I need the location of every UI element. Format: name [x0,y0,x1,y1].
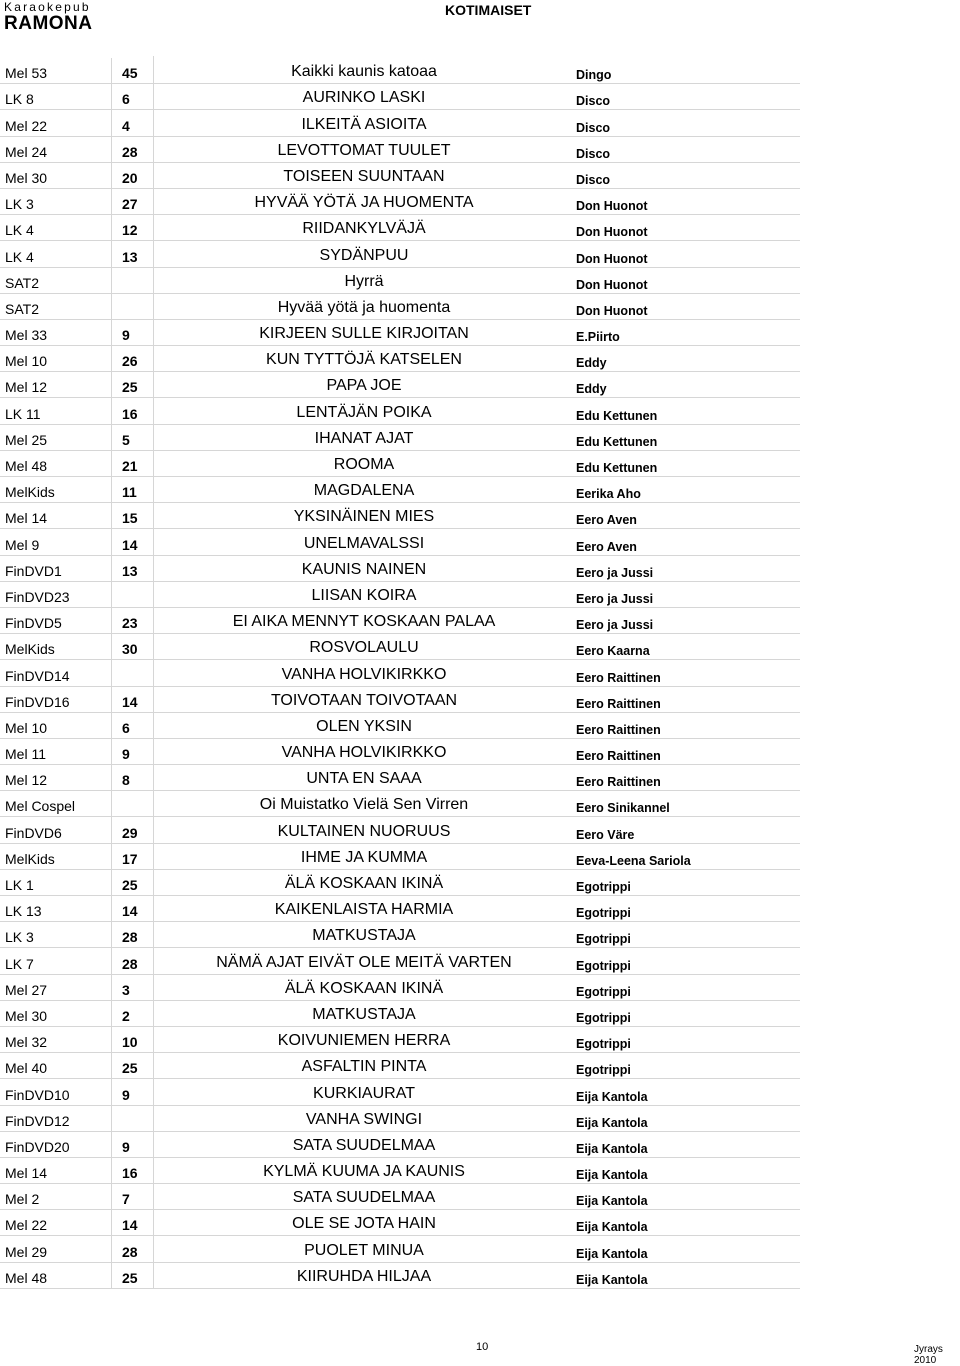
track-number: 28 [112,920,154,947]
track-number: 5 [112,423,154,450]
disc-code: Mel 10 [0,346,112,371]
table-row [0,1079,800,1105]
artist-name: Egotrippi [576,958,631,973]
table-row [0,84,800,110]
artist-name: Don Huonot [576,199,648,214]
track-number: 13 [112,239,154,266]
track-number: 14 [112,1208,154,1235]
disc-code: Mel 29 [0,1236,112,1261]
artist-name: Don Huonot [576,303,648,318]
disc-code: FinDVD5 [0,608,112,633]
disc-code: FinDVD23 [0,582,112,607]
song-title: ÄLÄ KOSKAAN IKINÄ [284,979,444,997]
table-row [0,372,800,398]
song-title: KIIRUHDA HILJAA [296,1267,432,1285]
disc-code: SAT2 [0,268,112,293]
artist-name: Eija Kantola [576,1194,648,1209]
artist-name: Eija Kantola [576,1141,648,1156]
disc-code: Mel 9 [0,529,112,554]
track-number: 25 [112,370,154,397]
table-row [0,1263,800,1289]
track-number [112,292,154,319]
disc-code: Mel 2 [0,1184,112,1209]
track-number: 6 [112,711,154,738]
footer-credit: Jyrays 2010 [914,1344,943,1366]
song-title: OLE SE JOTA HAIN [292,1215,436,1233]
track-number: 7 [112,1182,154,1209]
disc-code: Mel 30 [0,163,112,188]
table-row [0,948,800,974]
artist-name: Eija Kantola [576,1089,648,1104]
disc-code: Mel 53 [0,58,112,83]
song-title: ROOMA [333,456,395,473]
table-row [0,1027,800,1053]
disc-code: LK 4 [0,215,112,240]
table-row [0,398,800,424]
artist-name: Dingo [576,68,612,83]
disc-code: LK 4 [0,241,112,266]
song-title: VANHA SWINGI [305,1110,423,1128]
song-title: Kaikki kaunis katoaa [291,63,437,81]
artist-name: Edu Kettunen [576,408,658,423]
disc-code: Mel 40 [0,1053,112,1078]
song-title: RIIDANKYLVÄJÄ [302,220,426,238]
artist-name: Eerika Aho [576,487,641,502]
song-title: SATA SUUDELMAA [292,1189,436,1207]
table-row [0,320,800,346]
table-row [0,58,800,84]
disc-code: MelKids [0,634,112,659]
disc-code: FinDVD12 [0,1106,112,1131]
song-title: Hyrrä [344,272,384,290]
disc-code: SAT2 [0,294,112,319]
song-title: AURINKO LASKI [302,89,426,107]
artist-name: Eero Sinikannel [576,801,670,816]
song-title: MATKUSTAJA [312,1005,416,1023]
song-title: KAUNIS NAINEN [301,560,427,578]
song-title: TOIVOTAAN TOIVOTAAN [270,691,458,709]
artist-name: Eero Väre [576,827,635,842]
track-number: 6 [112,82,154,109]
artist-name: E.Piirto [576,330,620,345]
artist-name: Eero Raittinen [576,749,661,764]
table-row [0,1001,800,1027]
table-row [0,739,800,765]
song-title: VANHA HOLVIKIRKKO [281,744,447,762]
artist-name: Eddy [576,382,607,397]
table-row [0,1053,800,1079]
artist-name: Don Huonot [576,277,648,292]
track-number: 23 [112,606,154,633]
table-row [0,791,800,817]
track-number: 8 [112,763,154,790]
artist-name: Eddy [576,356,607,371]
artist-name: Eija Kantola [576,1272,648,1287]
table-row [0,451,800,477]
track-number: 25 [112,868,154,895]
song-title: ASFALTIN PINTA [301,1058,427,1076]
song-title: ROSVOLAULU [309,639,419,657]
table-row [0,1132,800,1158]
table-row [0,268,800,294]
artist-name: Eeva-Leena Sariola [576,853,691,868]
song-title: MATKUSTAJA [312,927,416,945]
song-title: OLEN YKSIN [316,717,412,735]
page-header [0,0,960,50]
song-title: SATA SUUDELMAA [292,1136,436,1154]
artist-name: Egotrippi [576,906,631,921]
disc-code: LK 3 [0,922,112,947]
track-number: 21 [112,449,154,476]
table-row [0,687,800,713]
track-number [112,658,154,685]
song-title: ILKEITÄ ASIOITA [301,115,427,133]
table-row [0,634,800,660]
song-title: NÄMÄ AJAT EIVÄT OLE MEITÄ VARTEN [216,953,512,971]
disc-code: Mel 12 [0,765,112,790]
table-row [0,765,800,791]
song-title: MAGDALENA [313,482,415,500]
table-row [0,1106,800,1132]
disc-code: LK 11 [0,398,112,423]
table-row [0,1184,800,1210]
artist-name: Disco [576,120,611,135]
disc-code: Mel 11 [0,739,112,764]
table-row [0,608,800,634]
track-number: 25 [112,1261,154,1288]
disc-code: LK 1 [0,870,112,895]
disc-code: LK 7 [0,948,112,973]
artist-name: Egotrippi [576,1037,631,1052]
disc-code: Mel Cospel [0,791,112,816]
artist-name: Eero Raittinen [576,775,661,790]
track-number: 4 [112,108,154,135]
artist-name: Egotrippi [576,932,631,947]
artist-name: Eero Aven [576,539,637,554]
song-title: Oi Muistatko Vielä Sen Virren [259,796,469,814]
track-number [112,266,154,293]
song-title: PAPA JOE [326,377,402,395]
table-row [0,425,800,451]
table-row [0,215,800,241]
table-row [0,110,800,136]
disc-code: MelKids [0,844,112,869]
track-number: 14 [112,685,154,712]
track-number: 9 [112,737,154,764]
track-number [112,789,154,816]
disc-code: Mel 12 [0,372,112,397]
disc-code: Mel 24 [0,137,112,162]
table-row [0,503,800,529]
song-title: KIRJEEN SULLE KIRJOITAN [259,325,469,343]
song-title: KUN TYTTÖJÄ KATSELEN [266,351,462,369]
table-row [0,556,800,582]
disc-code: FinDVD1 [0,556,112,581]
disc-code: LK 8 [0,84,112,109]
artist-name: Eero Raittinen [576,670,661,685]
disc-code: FinDVD6 [0,817,112,842]
track-number: 30 [112,632,154,659]
artist-name: Disco [576,146,611,161]
disc-code: Mel 14 [0,503,112,528]
track-number: 16 [112,396,154,423]
disc-code: Mel 10 [0,713,112,738]
brand-logo-text: RAMONA [4,13,93,34]
track-number: 20 [112,161,154,188]
artist-name: Eero Raittinen [576,722,661,737]
track-number [112,1104,154,1131]
artist-name: Disco [576,94,611,109]
song-table [0,58,800,1289]
song-title: EI AIKA MENNYT KOSKAAN PALAA [232,613,496,631]
song-title: SYDÄNPUU [319,246,409,264]
track-number: 15 [112,501,154,528]
song-title: KULTAINEN NUORUUS [277,822,451,840]
table-row [0,346,800,372]
artist-name: Don Huonot [576,225,648,240]
disc-code: LK 13 [0,896,112,921]
table-row [0,844,800,870]
disc-code: Mel 22 [0,110,112,135]
track-number: 9 [112,1077,154,1104]
song-title: KAIKENLAISTA HARMIA [274,901,454,919]
table-row [0,294,800,320]
table-row [0,137,800,163]
table-row [0,529,800,555]
song-title: UNTA EN SAAA [306,770,422,788]
artist-name: Eija Kantola [576,1168,648,1183]
track-number: 13 [112,554,154,581]
brand-tagline: Karaokepub [4,0,91,14]
track-number: 10 [112,1025,154,1052]
song-title: Hyvää yötä ja huomenta [277,298,451,316]
table-row [0,896,800,922]
song-title: IHME JA KUMMA [300,848,428,866]
track-number: 9 [112,318,154,345]
track-number: 11 [112,475,154,502]
track-number: 45 [112,56,154,83]
song-title: UNELMAVALSSI [303,534,425,552]
track-number: 25 [112,1051,154,1078]
artist-name: Eija Kantola [576,1246,648,1261]
song-title: IHANAT AJAT [314,429,414,447]
table-row [0,1158,800,1184]
track-number: 26 [112,344,154,371]
page-number: 10 [476,1341,489,1353]
artist-name: Don Huonot [576,251,648,266]
track-number [112,580,154,607]
artist-name: Egotrippi [576,1010,631,1025]
disc-code: FinDVD16 [0,687,112,712]
table-row [0,922,800,948]
disc-code: Mel 32 [0,1027,112,1052]
artist-name: Eero ja Jussi [576,618,654,633]
track-number: 16 [112,1156,154,1183]
disc-code: FinDVD10 [0,1079,112,1104]
song-title: LENTÄJÄN POIKA [296,403,432,421]
artist-name: Egotrippi [576,1063,631,1078]
table-row [0,817,800,843]
song-title: PUOLET MINUA [304,1241,424,1259]
track-number: 17 [112,842,154,869]
disc-code: MelKids [0,477,112,502]
table-row [0,241,800,267]
song-title: KYLMÄ KUUMA JA KAUNIS [263,1163,465,1181]
track-number: 14 [112,894,154,921]
artist-name: Eero Raittinen [576,696,661,711]
artist-name: Edu Kettunen [576,434,658,449]
table-row [0,189,800,215]
disc-code: LK 3 [0,189,112,214]
song-title: ÄLÄ KOSKAAN IKINÄ [284,875,444,892]
artist-name: Eija Kantola [576,1115,648,1130]
disc-code: FinDVD20 [0,1132,112,1157]
artist-name: Eero ja Jussi [576,565,654,580]
table-row [0,1210,800,1236]
table-row [0,163,800,189]
track-number: 28 [112,946,154,973]
table-row [0,713,800,739]
track-number: 9 [112,1130,154,1157]
table-row [0,660,800,686]
disc-code: FinDVD14 [0,660,112,685]
table-row [0,975,800,1001]
disc-code: Mel 14 [0,1158,112,1183]
track-number: 12 [112,213,154,240]
disc-code: Mel 48 [0,1263,112,1288]
artist-name: Egotrippi [576,880,631,894]
track-number: 2 [112,999,154,1026]
track-number: 29 [112,815,154,842]
table-row [0,477,800,503]
track-number: 14 [112,527,154,554]
table-row [0,1236,800,1262]
table-row [0,870,800,896]
song-title: LEVOTTOMAT TUULET [277,141,451,159]
artist-name: Eero ja Jussi [576,591,654,606]
song-title: HYVÄÄ YÖTÄ JA HUOMENTA [254,194,474,212]
song-title: VANHA HOLVIKIRKKO [281,665,447,683]
artist-name: Edu Kettunen [576,461,658,475]
disc-code: Mel 48 [0,451,112,476]
disc-code: Mel 25 [0,425,112,450]
track-number: 3 [112,973,154,1000]
disc-code: Mel 27 [0,975,112,1000]
disc-code: Mel 33 [0,320,112,345]
song-title: KURKIAURAT [313,1084,415,1102]
artist-name: Eero Aven [576,513,637,528]
song-title: TOISEEN SUUNTAAN [283,167,445,185]
disc-code: Mel 22 [0,1210,112,1235]
track-number: 28 [112,135,154,162]
section-title: KOTIMAISET [445,2,532,18]
artist-name: Disco [576,172,611,187]
song-title: LIISAN KOIRA [311,586,417,604]
track-number: 28 [112,1234,154,1261]
artist-name: Egotrippi [576,984,631,999]
song-title: KOIVUNIEMEN HERRA [277,1032,451,1050]
disc-code: Mel 30 [0,1001,112,1026]
table-row [0,582,800,608]
track-number: 27 [112,187,154,214]
artist-name: Eero Kaarna [576,644,650,659]
song-title: YKSINÄINEN MIES [293,508,435,526]
artist-name: Eija Kantola [576,1220,648,1235]
